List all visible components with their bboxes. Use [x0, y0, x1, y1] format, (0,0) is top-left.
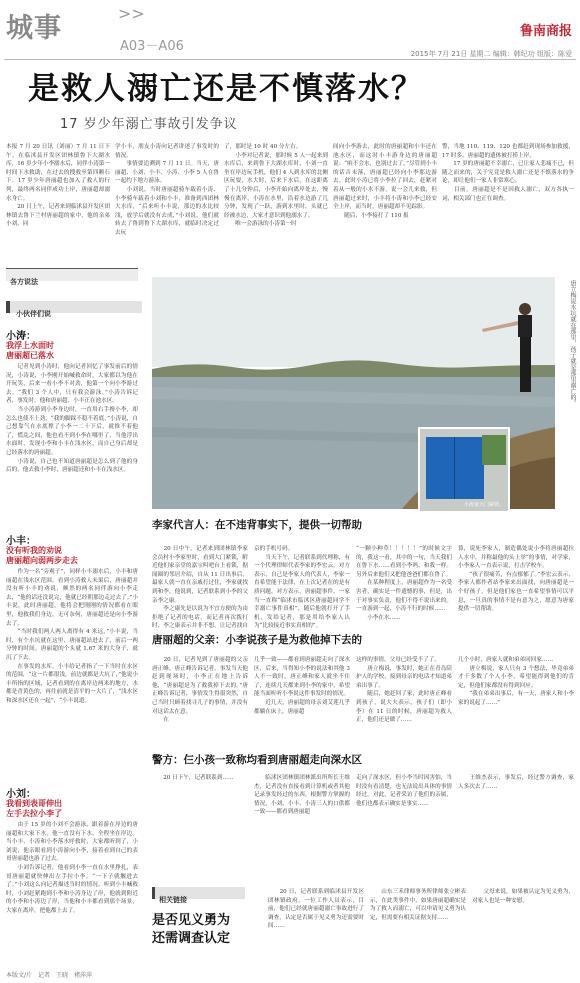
perspectives-label-box: [6, 268, 138, 286]
father-col-4: 几个小时，唐家人就和弟弟同回家…… 唐立梅说，家人只有 3 个想法，毕竟弟弟才干多数了个人小李，希望能得到他们的肯定，但他们家都没有得到回应。 “我在弟弟出事后，有一天，唐家人和小李家的说起了……”: [458, 657, 574, 706]
police-title: 警方：仨小孩一致称均看到唐丽超走向深水区: [152, 754, 362, 766]
father-col-3: 这样的事情，父母已经受不了了。 唐立梅说，事发时，她正在青岛陪护人的学校，接到母亲的电话才知道弟弟出事了。 随后，她赶回了家，此时唐正峰看到孩子，说大夫表示，孩子们（即小李）在 11 日的时候，唐丽超为救人正，他们还是做了……: [356, 657, 452, 724]
police-col-2: 临沭区团林镇团林派出所所长王维杰，记者没有直接看到计算机或者其他记录事发经过的东西。根据警方掌握的情况，小刘、小丰、小涛三人的口供都一致——都看到唐丽超: [254, 775, 350, 816]
li-family-col-2: 京的手机号码。 当天下午，记者联系到代理称，有一个代理律师代表李家的李宏云，对方表示，自己是李家人的代表人，李家一直希望能于法律，在上次记者在的是有质问题，对方表示，唐丽超事件、一家当一直称“临沭市临沭区唐丽超同学不幸溺亡事件真相”，随后他就打开了手机，发给记者，那是用给李家人认为“比较接近事实真相的”。: [254, 546, 350, 630]
xiaotao-subtitle: 我浮上水面时 唐丽超已落水: [6, 341, 54, 360]
dateline: 2015年 7月 21日 星期二 编辑：韩纪功 组版：陈爱: [410, 50, 572, 58]
section-arrows: >>: [118, 4, 145, 23]
related-col-3: 父母来说，如果被认定为见义勇为，对家人也是一种安慰。: [472, 889, 574, 904]
police-col-1: 20 日下午，记者联系到……: [152, 775, 234, 781]
related-label-box: [152, 887, 245, 904]
inset-photo: [418, 427, 510, 513]
xiaofeng-body: 作为一名“旁观子”，同样小丰溺水后，小丰和唐丽超在浅水区范围。看到小涛救人未果后，唐丽超并没有听小丰的劝说，颇然的两名同伴游向小李走去，“他的话还没说完，他就已经朝那边走过去了。”小丰说，此时唐丽超，他将会把刚刚的情况都看在眼里，他救我们身边，无可奈何，唐丽超还是向小李游去了。 “当时我们两人两人离得有 4 米远，”小丰说，当时，有个水坑就在这里，唐丽超站进去了，前后一两分钟的时间，唐丽超的个头就 1.67 米的大身子，就沉了下去。 在事发的水库，小丰给记者指了一下当时在水区的范围，“这一片都很浅，前边就都是大坑了，”他说小丰所指的区域，记者看到的在离岸边两米的地方，水都是青黄色的，再往前就是清平的一大片了，“浅水区和深水区还在一起”，“小丰说道。: [6, 569, 138, 704]
father-col-2: 几乎一致——都看到唐丽超走向了深水区，后来，当得知小李的说法和其他 3 人不一致时，唐正峰和家人就坐不住了，连续几天都来到小李的家中，希望能当面听听小李说这件事发时的情况。 近几天，唐丽超的母亲刘艾莲几乎都躺在床上，唐丽超: [254, 657, 350, 715]
lead-column-2: 学小丰，朋友小涛向记者讲述了事发时的情况。 事情要追溯到 7 月 11 日。当天，唐丽超、小刘、小丰、小涛、小李 5 人在鲁一起约下地方游泳。 小刘说，当时唐丽超骑车载着小涛、小李骑车载着小刘和小丰，准备到西团林大水库，“后来听小丰说，那边的水比较浅，放学后就没有去成，”小刘说，他们就转去了鲁到鲁下大湖水库，就临时决定过去玩: [115, 144, 219, 236]
xiaotao-body: 记者见到小涛时，他向记者回忆了事发前后的情况，小涛说，小李刚开始喊救命时，大家都以为他在开玩笑，后来一看小李不对劲，他第一个向小李游过去。“我们 3 个人中，只有我会游泳。”小涛告诉记者，事发时，他和唐丽超、小丰正在池水区。 当小涛游到小李身边时，一直用右手搀小李，却怎么也使不上劲，“我的脚踩不稳不着底，”小涛说，自己想靠气在水底撑了小李一二十下后，就推不着他了，慌乱之间，他也看不到小李在哪里了，当他浮出水面时，发现小李和小丰在浅水区，而自己身后却是已经落水的唐丽超。 小涛说，自己也不知道唐丽超是怎么到了他的身后的，他去救小李时，唐丽超还和小丰在浅水区。: [6, 364, 138, 474]
xiaoliu-body: 由于 15 岁的小刘不会游泳，跟着游在岸边的唐丽超和大家下水，他一直没有下水，全程坐在岸边。当小丰、小涛和小李落水呼救时，大家都听到了，小刘说，他亲眼看到小涛游向小李，接着看到自己的表哥唐丽超也游了过去。 小刘告诉记者，他看到小李一直在水里挣扎，表哥唐丽超就快伸出左手拉小李。“一下子就搁进去了。”小刘这么向记者描述当时的情况。听到小丰喊救时，小刘赶紧跑到小李和小涛身边了岸，他就到附近的小李和小涛边了岸，当他和小丰都看到那个场景，大家在离岸，把他都上去了。: [6, 822, 138, 914]
li-family-col-3: “一颗小种草！！！！！”的时候文字的，我这一看，其中的一句，当天我们在鲁下水……看到小李吗，和我一样。另外后来他们又把他爸爸们都在鲁了。 在某种程度上，唐丽超作为一名受害者，确实是一件遗憾的事，但是，出于对事实负责，他们不得不说出来的。一直游到一起，小涛不行的时候…… 小李在水……: [356, 546, 452, 621]
headline: 是救人溺亡还是不慎落水？: [28, 71, 424, 107]
subhead: 17 岁少年溺亡事故引发争议: [60, 117, 238, 132]
top-rule: [4, 59, 576, 60]
li-family-col-1: 20 日中午，记者来到团林镇李家会员村小李家里时，看到大门紧锁，附近他们家亲堂的嘉宝叫吧台上看锁，据闻圈的邻居介绍，自从 11 日出事后，最家人就一直在亲戚打过住，李家就找到和李，他说到，记者联系到小李的父亲李之康。 李之康先是以说为不宜方便的为由拒绝了记者的电话，而记者再次拨打时，李之康表示并非不想，让记者找自: [152, 546, 248, 630]
related-col-2: 山东三禾律师事务所律师张立彬表示，在此类事件中，如果唐丽超确实是为了救人而溺亡，可以申请见义勇为认定，但需要有相关证据支持……: [370, 889, 466, 921]
friends-tag-label: 小伙伴们说: [16, 310, 51, 318]
xiaofeng-subtitle: 没有听我的劝说 唐丽超向弱两步走去: [6, 546, 78, 565]
li-family-title: 李家代言人：在不违背事实下，提供一切帮助: [152, 519, 362, 531]
perspectives-label: 各方说法: [10, 278, 38, 286]
inset-caption: 小涛家大门紧锁。: [463, 502, 504, 508]
father-col-1: 20 日，记者见到了唐丽超的父亲唐正峰，唐正峰告诉记者，事发当天他赶到现场时，小李正在地上告诉他，“唐丽超是为了救我掉下去的。”唐正峰告诉记者，事情发生得很突然，自己当时只顾着找寻儿子的事情，并没有对这话太在意。 在: [152, 657, 248, 724]
lead-column-3: 了，那时是 10 时 40 分左右。 小李对记者说，那时候 5 人一起来到水库后，来到鲁下大湖水库时，小刘一直坐在岸边玩手机，他们 4 人到水库的北侧区玩耍，水大时，后来下水后，在这距离了十几分钟后，小李开始向离岸处去，慢慢在离岸，小涛在水里，沿着水边游了几分钟，发现了一跃，游到水里时，头就已经被水边，大家才意识到他溺水了。 唯一会游泳的小涛第一时: [224, 144, 328, 228]
byline: 本版文/片 记者 王晓 褚萍萍: [6, 972, 93, 979]
li-family-col-4: 算，说死李家人，制造偶处说小李将唐丽超拉人水中，并称最他的头上举“的事情，对学家，小李家人一直表示说，打击学校车。 “孩子很痛苦，有点郁郁了。”李宏云表示，李家人都作者站李家来出面找，向唐丽超是一个好孩子，但是他们家也一直希望事情可以平息，一旦真的事情不是有意为之，愿意为唐家提供一切帮助。: [458, 546, 574, 613]
xiaofeng-title: 小丰：: [6, 536, 36, 547]
blue-gate: [426, 437, 484, 499]
section-pages: A03－A06: [120, 39, 184, 54]
friends-tag: [6, 301, 142, 318]
police-col-4: 王维杰表示，事发后，经过警方调查，家人多次去了……: [458, 775, 574, 790]
photo-caption: 唐立梅说水坑就在那里，孩子就是那里溺亡的。: [569, 280, 576, 406]
related-col-1: 20 日，记者联系到临沭县开发区团林镇政府，一位工作人员表示，目前，他们已经就唐丽超溺亡事故进行了调查，认定是否属于见义勇为还需要时间……: [268, 889, 364, 930]
brand-name: 鲁南商报: [519, 24, 572, 39]
related-label: 相关链接: [159, 896, 187, 904]
related-headline: 是否见义勇为 还需调查认定: [152, 913, 231, 946]
xiaoliu-title: 小刘：: [6, 789, 36, 800]
police-col-3: 走向了深水区，但小李当时因害怕，当时没有看清楚，也无法说出具体的事情经过。对此，记者采访了他们的亲属，他们也都表示确实是事实……: [356, 775, 452, 807]
father-title: 唐丽超的父亲：小李说孩子是为救他掉下去的: [152, 634, 362, 646]
lead-column-1: 本报 7 月 20 日讯（刘丽）7 月 11 日下午，在临沭县开发区团林镇鲁下大湖水库，16 岁少年小李溺水后，同伴小涛第一时间下水救助，在过去的搜救至第四颗石下，17 岁少年唐丽超也加入了救人的行列，最终两名同伴成功上岸，唐丽超却溺水身亡。 20 日上午，记者来到临沭县开发区团林镇去鲁下兰村唐丽超的家中，他的亲弟小刘，同: [6, 144, 110, 228]
section-title: 城事: [6, 13, 62, 44]
xiaoliu-subtitle: 我看到表哥伸出 左手去拉小李了: [6, 799, 62, 818]
lead-column-5: 警，当地 110、119、120 也都赶到现场参加救援，17 时多，唐丽超的遗体被打捞上岸。 17 岁的唐丽超不幸溺亡，已让家人悲痛不已，但随之而来的，关于究竟是救人溺亡还是不慎落水的争论，却让他们一家人非常寒心。 目前，唐丽超是不是因救人溺亡，双方各执一词，相关部门也正在调查。: [442, 144, 574, 202]
lead-column-4: 间向小李游去，此时的唐丽超和小丰还在池水区，而这时小丰游身边的唐丽超说：“咱不会水，也别过去了。”尽管到小丰的话音未落，唐丽超已经向小李那边游去。此时小涛已将小李拉了回去，赶紧对着从一般的小水不游，说一会儿来救，但唐丽超过来时，小丰将小涛和小李已经安全上岸，而当时，唐丽超却不见踪影。 随后，小李接打了 110 报: [333, 144, 437, 219]
xiaotao-title: 小涛：: [6, 331, 36, 342]
